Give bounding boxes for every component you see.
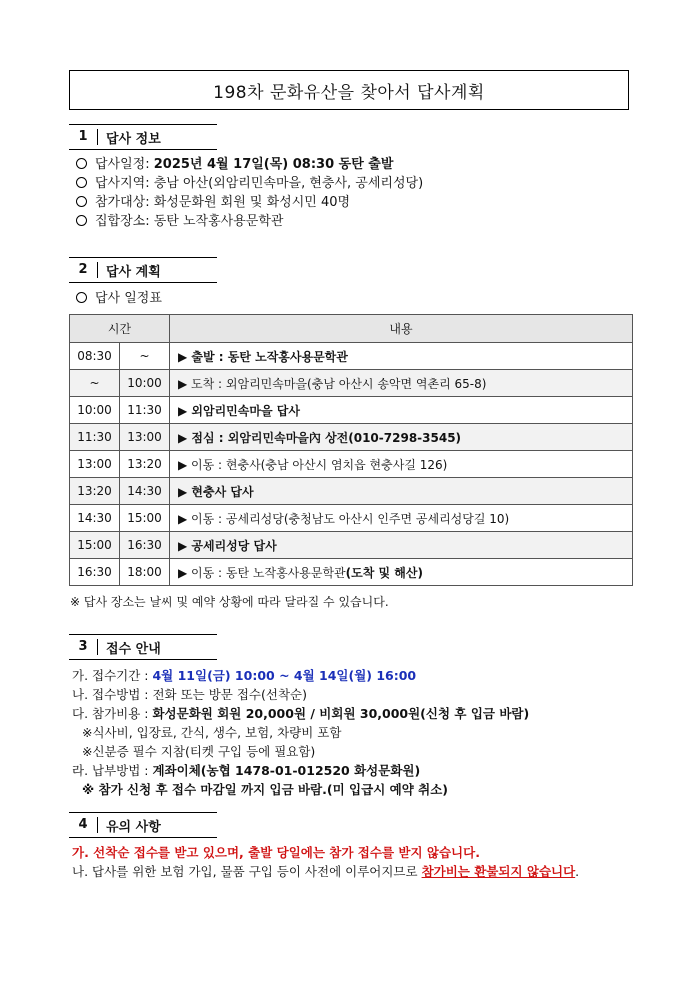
section-header-plan — [69, 257, 217, 283]
registration-list — [72, 666, 529, 799]
cell-content: ▶ 점심 : 외암리민속마을內 상전(010-7298-3545) — [170, 424, 633, 451]
section-label: 답사 계획 — [106, 264, 161, 280]
header-content: 내용 — [170, 315, 633, 343]
table-row — [70, 478, 633, 505]
cell-end-time: 11:30 — [120, 397, 170, 424]
cell-end-time: 18:00 — [120, 559, 170, 586]
reg-fee-note1: ※식사비, 입장료, 간식, 생수, 보험, 차량비 포함 — [82, 725, 342, 740]
cell-end-time: 16:30 — [120, 532, 170, 559]
reg-period: 가. 접수기간 : 4월 11일(금) 10:00 ~ 4월 14일(월) 16:00 — [72, 668, 417, 683]
notice-1: 가. 선착순 접수를 받고 있으며, 출발 당일에는 참가 접수를 받지 않습니다. — [72, 845, 480, 860]
circle-bullet-icon — [76, 177, 87, 188]
table-row — [70, 451, 633, 478]
cell-end-time: 10:00 — [120, 370, 170, 397]
cell-content: ▶ 이동 : 공세리성당(충청남도 아산시 인주면 공세리성당길 10) — [170, 505, 633, 532]
reg-pay-note: ※ 참가 신청 후 접수 마감일 까지 입금 바람.(미 입급시 예약 취소) — [82, 782, 448, 797]
table-row — [70, 397, 633, 424]
cell-start-time: ~ — [70, 370, 120, 397]
info-target: 참가대상: 화성문화원 회원 및 화성시민 40명 — [76, 193, 423, 212]
section-label: 답사 정보 — [106, 131, 161, 147]
schedule-caption: 답사 일정표 — [76, 289, 162, 308]
notice-2: 나. 답사를 위한 보험 가입, 물품 구입 등이 사전에 이루어지므로 참가비는 환불되지 않습니다. — [72, 864, 580, 879]
cell-start-time: 08:30 — [70, 343, 120, 370]
cell-end-time: ~ — [120, 343, 170, 370]
table-row — [70, 559, 633, 586]
section-number: 3 — [69, 639, 98, 655]
reg-fee: 다. 참가비용 : 화성문화원 회원 20,000원 / 비회원 30,000원(신청 후 입금 바람) — [72, 706, 530, 721]
cell-content: ▶ 공세리성당 답사 — [170, 532, 633, 559]
notice-list — [72, 843, 579, 881]
document-title: 198차 문화유산을 찾아서 답사계획 — [69, 70, 629, 110]
cell-content: ▶ 도착 : 외암리민속마을(충남 아산시 송악면 역촌리 65-8) — [170, 370, 633, 397]
cell-content: ▶ 외암리민속마을 답사 — [170, 397, 633, 424]
cell-content: ▶ 현충사 답사 — [170, 478, 633, 505]
cell-end-time: 13:20 — [120, 451, 170, 478]
schedule-note: ※ 답사 장소는 날씨 및 예약 상황에 따라 달라질 수 있습니다. — [70, 595, 389, 609]
cell-content: ▶ 출발 : 동탄 노작홍사용문학관 — [170, 343, 633, 370]
section-header-info — [69, 124, 217, 150]
reg-method: 나. 접수방법 : 전화 또는 방문 접수(선착순) — [72, 687, 307, 702]
table-row — [70, 370, 633, 397]
section-label: 유의 사항 — [106, 819, 161, 835]
reg-fee-note2: ※신분증 필수 지참(티켓 구입 등에 필요함) — [82, 744, 316, 759]
section-header-registration — [69, 634, 217, 660]
cell-start-time: 13:00 — [70, 451, 120, 478]
section-number: 4 — [69, 817, 98, 833]
table-row — [70, 343, 633, 370]
info-meeting: 집합장소: 동탄 노작홍사용문학관 — [76, 212, 423, 231]
cell-start-time: 16:30 — [70, 559, 120, 586]
cell-start-time: 14:30 — [70, 505, 120, 532]
table-row — [70, 532, 633, 559]
circle-bullet-icon — [76, 158, 87, 169]
section-number: 2 — [69, 262, 98, 278]
header-time: 시간 — [70, 315, 170, 343]
info-list — [76, 155, 423, 231]
section-header-notices — [69, 812, 217, 838]
circle-bullet-icon — [76, 196, 87, 207]
section-label: 접수 안내 — [106, 641, 161, 657]
cell-start-time: 11:30 — [70, 424, 120, 451]
cell-end-time: 14:30 — [120, 478, 170, 505]
info-region: 답사지역: 충남 아산(외암리민속마을, 현충사, 공세리성당) — [76, 174, 423, 193]
circle-bullet-icon — [76, 292, 87, 303]
cell-end-time: 15:00 — [120, 505, 170, 532]
cell-start-time: 10:00 — [70, 397, 120, 424]
cell-content: ▶ 이동 : 동탄 노작홍사용문학관(도착 및 해산) — [170, 559, 633, 586]
table-row — [70, 505, 633, 532]
info-date: 답사일정: 2025년 4월 17일(목) 08:30 동탄 출발 — [76, 155, 423, 174]
circle-bullet-icon — [76, 215, 87, 226]
reg-pay: 라. 납부방법 : 계좌이체(농협 1478-01-012520 화성문화원) — [72, 763, 421, 778]
cell-end-time: 13:00 — [120, 424, 170, 451]
cell-content: ▶ 이동 : 현충사(충남 아산시 염치읍 현충사길 126) — [170, 451, 633, 478]
table-row — [70, 424, 633, 451]
section-number: 1 — [69, 129, 98, 145]
cell-start-time: 15:00 — [70, 532, 120, 559]
schedule-table — [69, 314, 633, 586]
cell-start-time: 13:20 — [70, 478, 120, 505]
